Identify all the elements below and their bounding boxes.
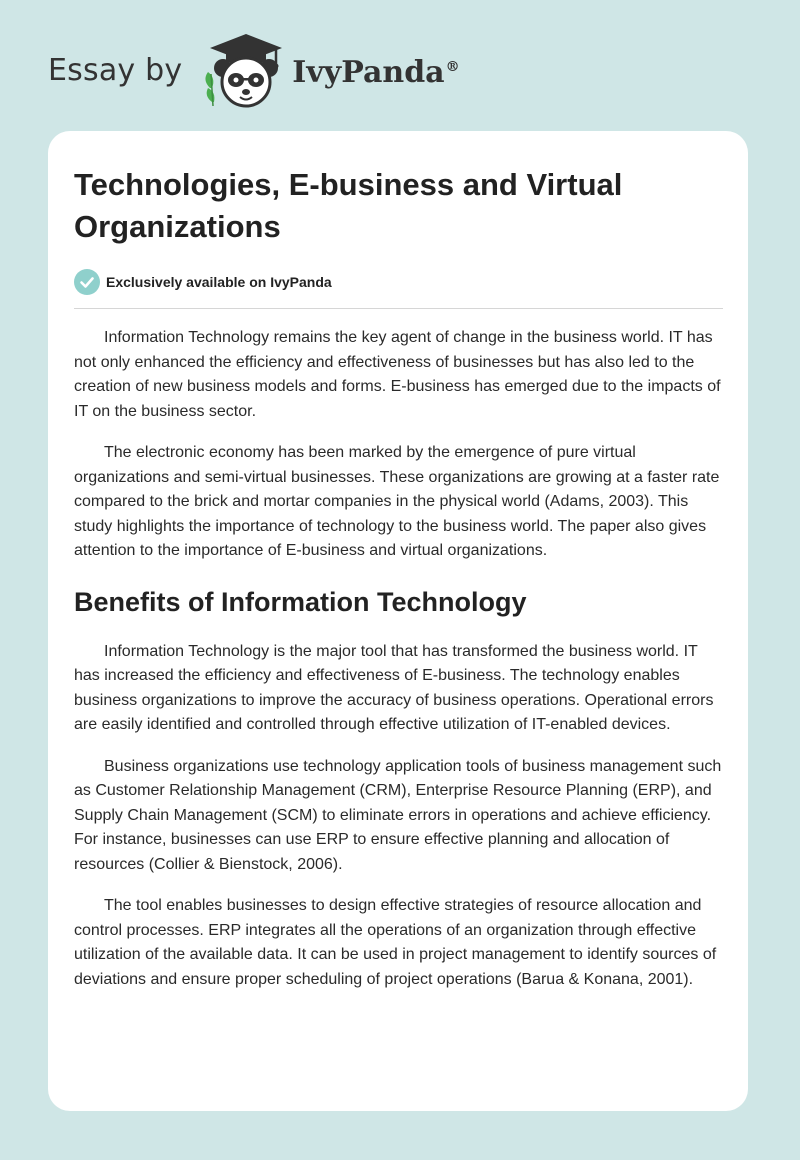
check-circle-icon: [74, 269, 100, 295]
essay-card: [48, 131, 748, 1111]
essay-content: [74, 164, 724, 992]
section-paragraph-3: The tool enables businesses to design effective strategies of resource allocation and control processes. ERP integrates all the operations of an organization through effective utilization of the available data. It can be used in project management to identify sources of deviations and ensure proper scheduling of project operations (Barua & Konana, 2001).: [74, 897, 717, 988]
brand-name[interactable]: IvyPanda®: [292, 54, 460, 90]
site-header: [48, 30, 460, 110]
section-heading: Benefits of Information Technology: [74, 586, 527, 617]
registered-mark: ®: [445, 58, 460, 75]
section-paragraph-1: Information Technology is the major tool that has transformed the business world. IT has increased the efficiency and effectiveness of E-business. The technology enables business organizations to improve the accuracy of business operations. Operational errors are easily identified and controlled through effective utilization of IT-enabled devices.: [74, 642, 714, 733]
intro-paragraph-2: The electronic economy has been marked by the emergence of pure virtual organizations and semi-virtual businesses. These organizations are growing at a faster rate compared to the brick and mortar companies in the physical world (Adams, 2003). This study highlights the importance of technology to the business world. The paper also gives attention to the importance of E-business and virtual organizations.: [74, 444, 720, 559]
intro-paragraph-1: Information Technology remains the key agent of change in the business world. IT has not only enhanced the efficiency and effectiveness of businesses but has also led to the creation of new business models and forms. E-business has emerged due to the impacts of IT on the business sector.: [74, 329, 721, 420]
divider: [74, 308, 723, 309]
essay-by-label: Essay by: [48, 52, 183, 88]
section-paragraph-2: Business organizations use technology application tools of business management such as Customer Relationship Management (CRM), Enterprise Resource Planning (ERP), and Supply Chain Management (SCM) to eliminate errors in operations and achieve efficiency. For instance, businesses can use ERP to ensure effective planning and allocation of resources (Collier & Bienstock, 2006).: [74, 757, 722, 873]
panda-graduate-logo-icon[interactable]: [196, 30, 288, 110]
exclusive-badge: [74, 268, 724, 296]
badge-text: Exclusively available on IvyPanda: [106, 274, 332, 290]
page-title: Technologies, E-business and Virtual Organizations: [74, 167, 623, 244]
